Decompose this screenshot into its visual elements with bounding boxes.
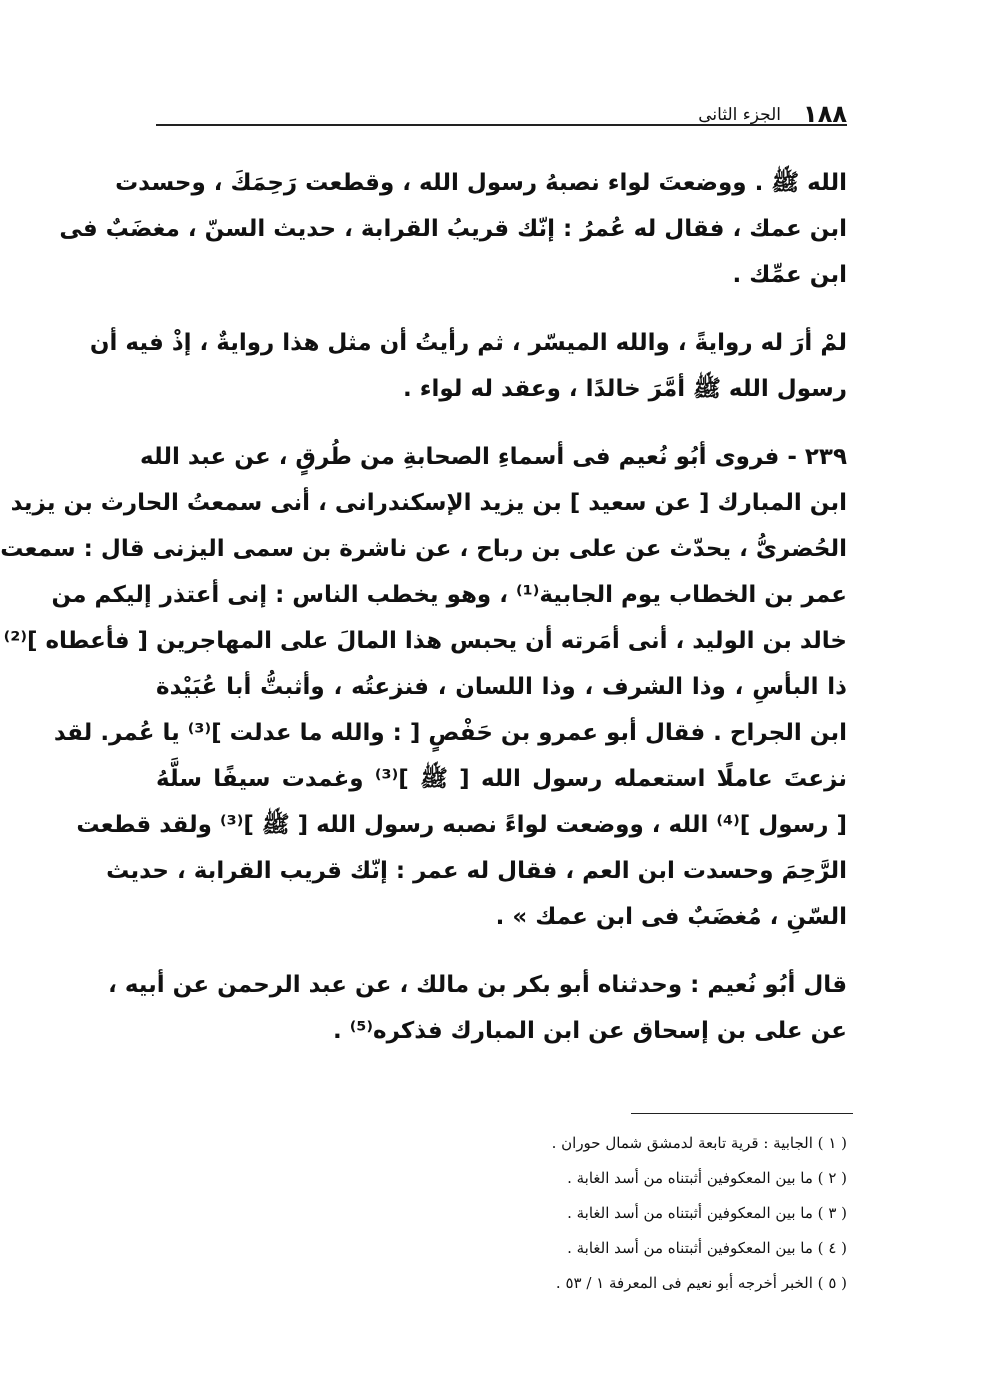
paragraph <box>0 434 848 940</box>
header-rule <box>156 124 847 126</box>
paragraph <box>59 160 847 298</box>
page-number: ١٨٨ <box>803 100 847 128</box>
text-line: الحُضرىُّ ، يحدّث عن على بن رباح ، عن ناشرة بن سمى اليزنى قال : سمعت <box>0 536 847 562</box>
footnote-5: ( ٥ ) الخبر أخرجه أبو نعيم فى المعرفة ١ / ٥٣ . <box>555 1274 847 1292</box>
footnote-3: ( ٣ ) ما بين المعكوفين أثبتناه من أسد الغابة . <box>567 1204 847 1222</box>
text-line: خالد بن الوليد ، أنى أمَرته أن يحبس هذا المالَ على المهاجرين [ فأعطاه ]⁽²⁾ <box>3 628 847 654</box>
text-line: نزعتَ عاملًا استعمله رسول الله [ ﷺ ]⁽³⁾ وغمدت سيفًا سلَّهُ <box>156 766 848 792</box>
book-page <box>1 0 985 1398</box>
text-line: ابن المبارك [ عن سعيد ] بن يزيد الإسكندرانى ، أنى سمعتُ الحارث بن يزيد <box>10 490 847 516</box>
footnote-2: ( ٢ ) ما بين المعكوفين أثبتناه من أسد الغابة . <box>567 1169 847 1187</box>
text-line: ابن الجراح . فقال أبو عمرو بن حَفْصٍ [ : والله ما عدلت ]⁽³⁾ يا عُمر. لقد <box>53 720 847 746</box>
text-line: قال أبُو نُعيم : وحدثناه أبو بكر بن مالك ، عن عبد الرحمن عن أبيه ، <box>108 972 847 998</box>
text-line: السّنِ ، مُغضَبٌ فى ابن عمك » . <box>495 904 847 930</box>
text-line: الله ﷺ . ووضعتَ لواء نصبهُ رسول الله ، وقطعت رَحِمَكَ ، وحسدت <box>115 170 847 196</box>
text-line: عن على بن إسحاق عن ابن المبارك فذكره⁽⁵⁾ . <box>332 1018 847 1044</box>
paragraph <box>108 962 847 1054</box>
text-line: [ رسول ]⁽⁴⁾ الله ، ووضعت لواءً نصبه رسول الله [ ﷺ ]⁽³⁾ ولقد قطعت <box>76 812 847 838</box>
text-line: ابن عمك ، فقال له عُمرُ : إنّك قريبُ القرابة ، حديث السنّ ، مغضَبٌ فى <box>59 216 847 242</box>
text-line: عمر بن الخطاب يوم الجابية⁽¹⁾ ، وهو يخطب الناس : إنى أعتذر إليكم من <box>51 582 847 608</box>
main-text <box>0 160 848 1076</box>
footnote-rule <box>631 1113 853 1114</box>
footnote-1: ( ١ ) الجابية : قرية تابعة لدمشق شمال حوران . <box>551 1134 847 1152</box>
text-line: ابن عمِّك . <box>732 262 847 288</box>
footnotes <box>427 1126 847 1301</box>
paragraph <box>89 320 847 412</box>
text-line: رسول الله ﷺ أمَّرَ خالدًا ، وعقد له لواء . <box>403 376 847 402</box>
text-line: لمْ أرَ له روايةً ، والله الميسّر ، ثم رأيتُ أن مثل هذا روايةٌ ، إذْ فيه أن <box>89 330 847 356</box>
text-line: ٢٣٩ - فروى أبُو نُعيم فى أسماءِ الصحابةِ من طُرقٍ ، عن عبد الله <box>140 444 847 470</box>
text-line: الرَّحِمَ وحسدت ابن العم ، فقال له عمر : إنّك قريب القرابة ، حديث <box>106 858 847 884</box>
running-header <box>156 86 847 126</box>
footnote-4: ( ٤ ) ما بين المعكوفين أثبتناه من أسد الغابة . <box>567 1239 847 1257</box>
running-title: الجزء الثانى <box>698 105 782 125</box>
text-line: ذا البأسِ ، وذا الشرف ، وذا اللسان ، فنزعتُه ، وأثبتُّ أبا عُبَيْدة <box>156 674 847 700</box>
